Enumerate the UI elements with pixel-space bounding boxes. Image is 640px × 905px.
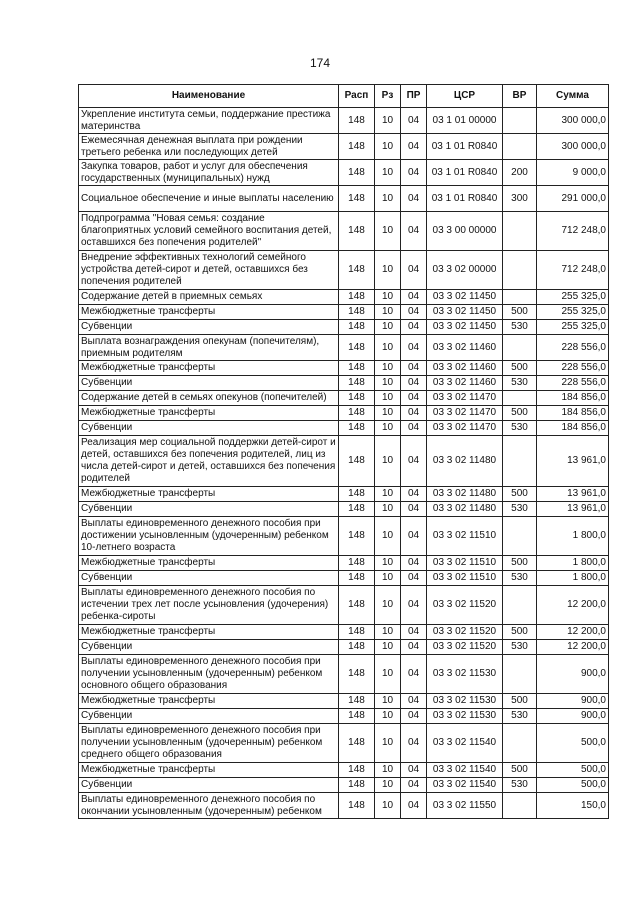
table-header-row <box>79 85 609 108</box>
cell-pr: 04 <box>401 361 427 376</box>
cell-vr: 500 <box>503 556 537 571</box>
cell-vr <box>503 655 537 694</box>
cell-rz: 10 <box>375 212 401 251</box>
cell-sum: 13 961,0 <box>537 487 609 502</box>
table-row <box>79 763 609 778</box>
cell-rasp: 148 <box>339 406 375 421</box>
cell-vr: 500 <box>503 487 537 502</box>
table-row <box>79 517 609 556</box>
cell-csr: 03 3 02 11460 <box>427 361 503 376</box>
cell-vr <box>503 134 537 160</box>
cell-csr: 03 1 01 00000 <box>427 108 503 134</box>
cell-csr: 03 3 02 11530 <box>427 694 503 709</box>
table-row <box>79 305 609 320</box>
table-row <box>79 391 609 406</box>
cell-csr: 03 1 01 R0840 <box>427 160 503 186</box>
cell-sum: 291 000,0 <box>537 186 609 212</box>
cell-rz: 10 <box>375 571 401 586</box>
cell-rasp: 148 <box>339 160 375 186</box>
cell-sum: 1 800,0 <box>537 556 609 571</box>
header-rz: Рз <box>375 85 401 108</box>
cell-rasp: 148 <box>339 694 375 709</box>
cell-csr: 03 3 02 11520 <box>427 586 503 625</box>
cell-vr: 530 <box>503 778 537 793</box>
cell-rasp: 148 <box>339 320 375 335</box>
table-row <box>79 108 609 134</box>
cell-rz: 10 <box>375 694 401 709</box>
cell-vr: 500 <box>503 694 537 709</box>
cell-sum: 1 800,0 <box>537 517 609 556</box>
cell-csr: 03 3 02 11520 <box>427 625 503 640</box>
cell-name: Межбюджетные трансферты <box>79 361 339 376</box>
cell-pr: 04 <box>401 320 427 335</box>
cell-vr: 300 <box>503 186 537 212</box>
cell-csr: 03 3 02 11460 <box>427 335 503 361</box>
table-row <box>79 778 609 793</box>
cell-pr: 04 <box>401 421 427 436</box>
cell-pr: 04 <box>401 436 427 487</box>
cell-rasp: 148 <box>339 640 375 655</box>
cell-vr <box>503 793 537 819</box>
cell-rasp: 148 <box>339 335 375 361</box>
cell-rasp: 148 <box>339 487 375 502</box>
cell-sum: 13 961,0 <box>537 502 609 517</box>
page-number: 174 <box>309 56 331 70</box>
cell-name: Содержание детей в приемных семьях <box>79 290 339 305</box>
cell-sum: 500,0 <box>537 778 609 793</box>
cell-rasp: 148 <box>339 251 375 290</box>
cell-csr: 03 3 02 11450 <box>427 305 503 320</box>
cell-rasp: 148 <box>339 625 375 640</box>
cell-sum: 184 856,0 <box>537 391 609 406</box>
cell-csr: 03 3 02 11530 <box>427 655 503 694</box>
cell-sum: 900,0 <box>537 694 609 709</box>
table-row <box>79 361 609 376</box>
cell-vr: 530 <box>503 709 537 724</box>
cell-pr: 04 <box>401 625 427 640</box>
cell-name: Субвенции <box>79 421 339 436</box>
cell-vr <box>503 391 537 406</box>
cell-name: Выплаты единовременного денежного пособия при достижении усыновленным (удочеренным) ребенком 10-летнего возраста <box>79 517 339 556</box>
cell-vr: 500 <box>503 361 537 376</box>
cell-name: Межбюджетные трансферты <box>79 556 339 571</box>
cell-vr: 530 <box>503 376 537 391</box>
header-csr: ЦСР <box>427 85 503 108</box>
cell-pr: 04 <box>401 391 427 406</box>
cell-vr: 530 <box>503 502 537 517</box>
table-row <box>79 625 609 640</box>
cell-rasp: 148 <box>339 778 375 793</box>
cell-sum: 255 325,0 <box>537 290 609 305</box>
cell-sum: 712 248,0 <box>537 251 609 290</box>
cell-name: Субвенции <box>79 709 339 724</box>
table-row <box>79 335 609 361</box>
cell-name: Укрепление института семьи, поддержание престижа материнства <box>79 108 339 134</box>
cell-csr: 03 3 02 11470 <box>427 391 503 406</box>
cell-pr: 04 <box>401 290 427 305</box>
cell-rasp: 148 <box>339 391 375 406</box>
table-row <box>79 724 609 763</box>
cell-rasp: 148 <box>339 421 375 436</box>
cell-sum: 12 200,0 <box>537 625 609 640</box>
cell-sum: 12 200,0 <box>537 586 609 625</box>
cell-rz: 10 <box>375 406 401 421</box>
cell-vr: 530 <box>503 571 537 586</box>
cell-csr: 03 3 02 11530 <box>427 709 503 724</box>
cell-rz: 10 <box>375 160 401 186</box>
cell-pr: 04 <box>401 502 427 517</box>
cell-rasp: 148 <box>339 724 375 763</box>
table-row <box>79 134 609 160</box>
cell-rasp: 148 <box>339 108 375 134</box>
cell-csr: 03 3 02 11510 <box>427 556 503 571</box>
cell-vr: 500 <box>503 763 537 778</box>
header-sum: Сумма <box>537 85 609 108</box>
cell-rasp: 148 <box>339 709 375 724</box>
cell-csr: 03 3 02 11480 <box>427 436 503 487</box>
cell-sum: 300 000,0 <box>537 134 609 160</box>
cell-sum: 900,0 <box>537 709 609 724</box>
cell-pr: 04 <box>401 406 427 421</box>
cell-vr: 530 <box>503 320 537 335</box>
cell-rz: 10 <box>375 586 401 625</box>
cell-name: Выплаты единовременного денежного пособия при получении усыновленным (удочеренным) ребенком среднего общего образования <box>79 724 339 763</box>
cell-name: Содержание детей в семьях опекунов (попечителей) <box>79 391 339 406</box>
cell-name: Межбюджетные трансферты <box>79 406 339 421</box>
cell-rz: 10 <box>375 487 401 502</box>
cell-rasp: 148 <box>339 556 375 571</box>
table-row <box>79 556 609 571</box>
cell-rasp: 148 <box>339 793 375 819</box>
cell-csr: 03 3 02 11470 <box>427 406 503 421</box>
cell-rasp: 148 <box>339 134 375 160</box>
cell-sum: 255 325,0 <box>537 305 609 320</box>
cell-pr: 04 <box>401 212 427 251</box>
cell-rz: 10 <box>375 436 401 487</box>
cell-pr: 04 <box>401 763 427 778</box>
cell-sum: 184 856,0 <box>537 406 609 421</box>
cell-name: Выплаты единовременного денежного пособия по окончании усыновленным (удочеренным) ребенком <box>79 793 339 819</box>
table-row <box>79 421 609 436</box>
cell-name: Субвенции <box>79 640 339 655</box>
cell-csr: 03 1 01 R0840 <box>427 134 503 160</box>
cell-sum: 150,0 <box>537 793 609 819</box>
cell-name: Закупка товаров, работ и услуг для обеспечения государственных (муниципальных) нужд <box>79 160 339 186</box>
cell-pr: 04 <box>401 376 427 391</box>
cell-sum: 300 000,0 <box>537 108 609 134</box>
cell-vr <box>503 436 537 487</box>
cell-rz: 10 <box>375 778 401 793</box>
cell-pr: 04 <box>401 586 427 625</box>
cell-vr <box>503 290 537 305</box>
cell-pr: 04 <box>401 571 427 586</box>
cell-rasp: 148 <box>339 305 375 320</box>
cell-vr <box>503 724 537 763</box>
cell-vr <box>503 108 537 134</box>
table-row <box>79 251 609 290</box>
cell-vr: 500 <box>503 406 537 421</box>
table-row <box>79 487 609 502</box>
cell-csr: 03 3 02 11450 <box>427 290 503 305</box>
cell-sum: 184 856,0 <box>537 421 609 436</box>
table-row <box>79 160 609 186</box>
cell-sum: 1 800,0 <box>537 571 609 586</box>
cell-sum: 13 961,0 <box>537 436 609 487</box>
cell-pr: 04 <box>401 793 427 819</box>
cell-csr: 03 3 02 11510 <box>427 517 503 556</box>
cell-vr <box>503 212 537 251</box>
cell-name: Ежемесячная денежная выплата при рождении третьего ребенка или последующих детей <box>79 134 339 160</box>
cell-sum: 12 200,0 <box>537 640 609 655</box>
cell-name: Субвенции <box>79 571 339 586</box>
cell-csr: 03 3 02 11480 <box>427 502 503 517</box>
table-row <box>79 694 609 709</box>
cell-sum: 228 556,0 <box>537 335 609 361</box>
cell-csr: 03 3 02 00000 <box>427 251 503 290</box>
cell-pr: 04 <box>401 487 427 502</box>
cell-pr: 04 <box>401 108 427 134</box>
cell-pr: 04 <box>401 640 427 655</box>
cell-csr: 03 3 02 11480 <box>427 487 503 502</box>
cell-pr: 04 <box>401 305 427 320</box>
cell-vr: 500 <box>503 305 537 320</box>
cell-rasp: 148 <box>339 361 375 376</box>
cell-rasp: 148 <box>339 212 375 251</box>
cell-name: Субвенции <box>79 320 339 335</box>
cell-rasp: 148 <box>339 517 375 556</box>
table-row <box>79 212 609 251</box>
cell-sum: 9 000,0 <box>537 160 609 186</box>
cell-vr <box>503 251 537 290</box>
cell-csr: 03 3 02 11540 <box>427 724 503 763</box>
cell-rasp: 148 <box>339 502 375 517</box>
table-row <box>79 571 609 586</box>
cell-vr: 500 <box>503 625 537 640</box>
cell-rasp: 148 <box>339 586 375 625</box>
cell-name: Межбюджетные трансферты <box>79 763 339 778</box>
table-row <box>79 793 609 819</box>
cell-name: Межбюджетные трансферты <box>79 487 339 502</box>
table-row <box>79 376 609 391</box>
cell-rz: 10 <box>375 391 401 406</box>
cell-rz: 10 <box>375 320 401 335</box>
cell-pr: 04 <box>401 724 427 763</box>
table-row <box>79 436 609 487</box>
cell-vr: 530 <box>503 640 537 655</box>
cell-sum: 228 556,0 <box>537 361 609 376</box>
cell-csr: 03 3 02 11450 <box>427 320 503 335</box>
header-rasp: Расп <box>339 85 375 108</box>
cell-name: Выплата вознаграждения опекунам (попечителям), приемным родителям <box>79 335 339 361</box>
cell-name: Выплаты единовременного денежного пособия при получении усыновленным (удочеренным) ребенком основного общего образования <box>79 655 339 694</box>
cell-rz: 10 <box>375 763 401 778</box>
cell-name: Выплаты единовременного денежного пособия по истечении трех лет после усыновления (удочерения) ребенка-сироты <box>79 586 339 625</box>
cell-rz: 10 <box>375 517 401 556</box>
cell-pr: 04 <box>401 517 427 556</box>
cell-rz: 10 <box>375 305 401 320</box>
table-row <box>79 655 609 694</box>
table-row <box>79 502 609 517</box>
cell-rz: 10 <box>375 625 401 640</box>
cell-csr: 03 3 02 11460 <box>427 376 503 391</box>
cell-sum: 712 248,0 <box>537 212 609 251</box>
cell-vr <box>503 586 537 625</box>
cell-pr: 04 <box>401 778 427 793</box>
table-row <box>79 586 609 625</box>
cell-rz: 10 <box>375 640 401 655</box>
cell-name: Межбюджетные трансферты <box>79 625 339 640</box>
cell-vr <box>503 517 537 556</box>
table-row <box>79 320 609 335</box>
cell-rasp: 148 <box>339 436 375 487</box>
cell-name: Субвенции <box>79 502 339 517</box>
cell-name: Субвенции <box>79 376 339 391</box>
header-vr: ВР <box>503 85 537 108</box>
cell-pr: 04 <box>401 335 427 361</box>
cell-rz: 10 <box>375 186 401 212</box>
table-row <box>79 709 609 724</box>
cell-csr: 03 3 02 11510 <box>427 571 503 586</box>
cell-pr: 04 <box>401 134 427 160</box>
cell-pr: 04 <box>401 251 427 290</box>
cell-rz: 10 <box>375 724 401 763</box>
cell-sum: 255 325,0 <box>537 320 609 335</box>
cell-name: Реализация мер социальной поддержки детей-сирот и детей, оставшихся без попечения родителей, лиц из числа детей-сирот и детей, оставшихся без попечения родителей <box>79 436 339 487</box>
header-pr: ПР <box>401 85 427 108</box>
table-row <box>79 406 609 421</box>
cell-rz: 10 <box>375 376 401 391</box>
cell-rz: 10 <box>375 655 401 694</box>
budget-table <box>78 84 609 819</box>
cell-rasp: 148 <box>339 763 375 778</box>
cell-sum: 228 556,0 <box>537 376 609 391</box>
cell-vr: 200 <box>503 160 537 186</box>
cell-pr: 04 <box>401 556 427 571</box>
cell-rasp: 148 <box>339 290 375 305</box>
cell-name: Внедрение эффективных технологий семейного устройства детей-сирот и детей, оставшихся без попечения родителей <box>79 251 339 290</box>
header-name: Наименование <box>79 85 339 108</box>
cell-rz: 10 <box>375 290 401 305</box>
cell-csr: 03 3 02 11540 <box>427 763 503 778</box>
cell-vr: 530 <box>503 421 537 436</box>
cell-rz: 10 <box>375 502 401 517</box>
cell-rz: 10 <box>375 556 401 571</box>
cell-rz: 10 <box>375 793 401 819</box>
cell-rz: 10 <box>375 108 401 134</box>
cell-sum: 500,0 <box>537 724 609 763</box>
cell-sum: 900,0 <box>537 655 609 694</box>
cell-name: Субвенции <box>79 778 339 793</box>
cell-pr: 04 <box>401 160 427 186</box>
cell-name: Межбюджетные трансферты <box>79 305 339 320</box>
cell-csr: 03 3 00 00000 <box>427 212 503 251</box>
cell-rasp: 148 <box>339 655 375 694</box>
cell-rz: 10 <box>375 134 401 160</box>
cell-name: Подпрограмма "Новая семья: создание благоприятных условий семейного воспитания детей, оставшихся без попечения родителей" <box>79 212 339 251</box>
cell-name: Межбюджетные трансферты <box>79 694 339 709</box>
cell-name: Социальное обеспечение и иные выплаты населению <box>79 186 339 212</box>
cell-csr: 03 3 02 11470 <box>427 421 503 436</box>
cell-rz: 10 <box>375 251 401 290</box>
cell-rasp: 148 <box>339 186 375 212</box>
cell-csr: 03 1 01 R0840 <box>427 186 503 212</box>
cell-csr: 03 3 02 11550 <box>427 793 503 819</box>
cell-sum: 500,0 <box>537 763 609 778</box>
cell-pr: 04 <box>401 655 427 694</box>
cell-rasp: 148 <box>339 571 375 586</box>
cell-rasp: 148 <box>339 376 375 391</box>
cell-rz: 10 <box>375 421 401 436</box>
table-row <box>79 290 609 305</box>
cell-rz: 10 <box>375 709 401 724</box>
cell-rz: 10 <box>375 335 401 361</box>
cell-pr: 04 <box>401 709 427 724</box>
cell-rz: 10 <box>375 361 401 376</box>
cell-pr: 04 <box>401 694 427 709</box>
cell-csr: 03 3 02 11540 <box>427 778 503 793</box>
cell-pr: 04 <box>401 186 427 212</box>
table-row <box>79 186 609 212</box>
cell-csr: 03 3 02 11520 <box>427 640 503 655</box>
cell-vr <box>503 335 537 361</box>
table-row <box>79 640 609 655</box>
